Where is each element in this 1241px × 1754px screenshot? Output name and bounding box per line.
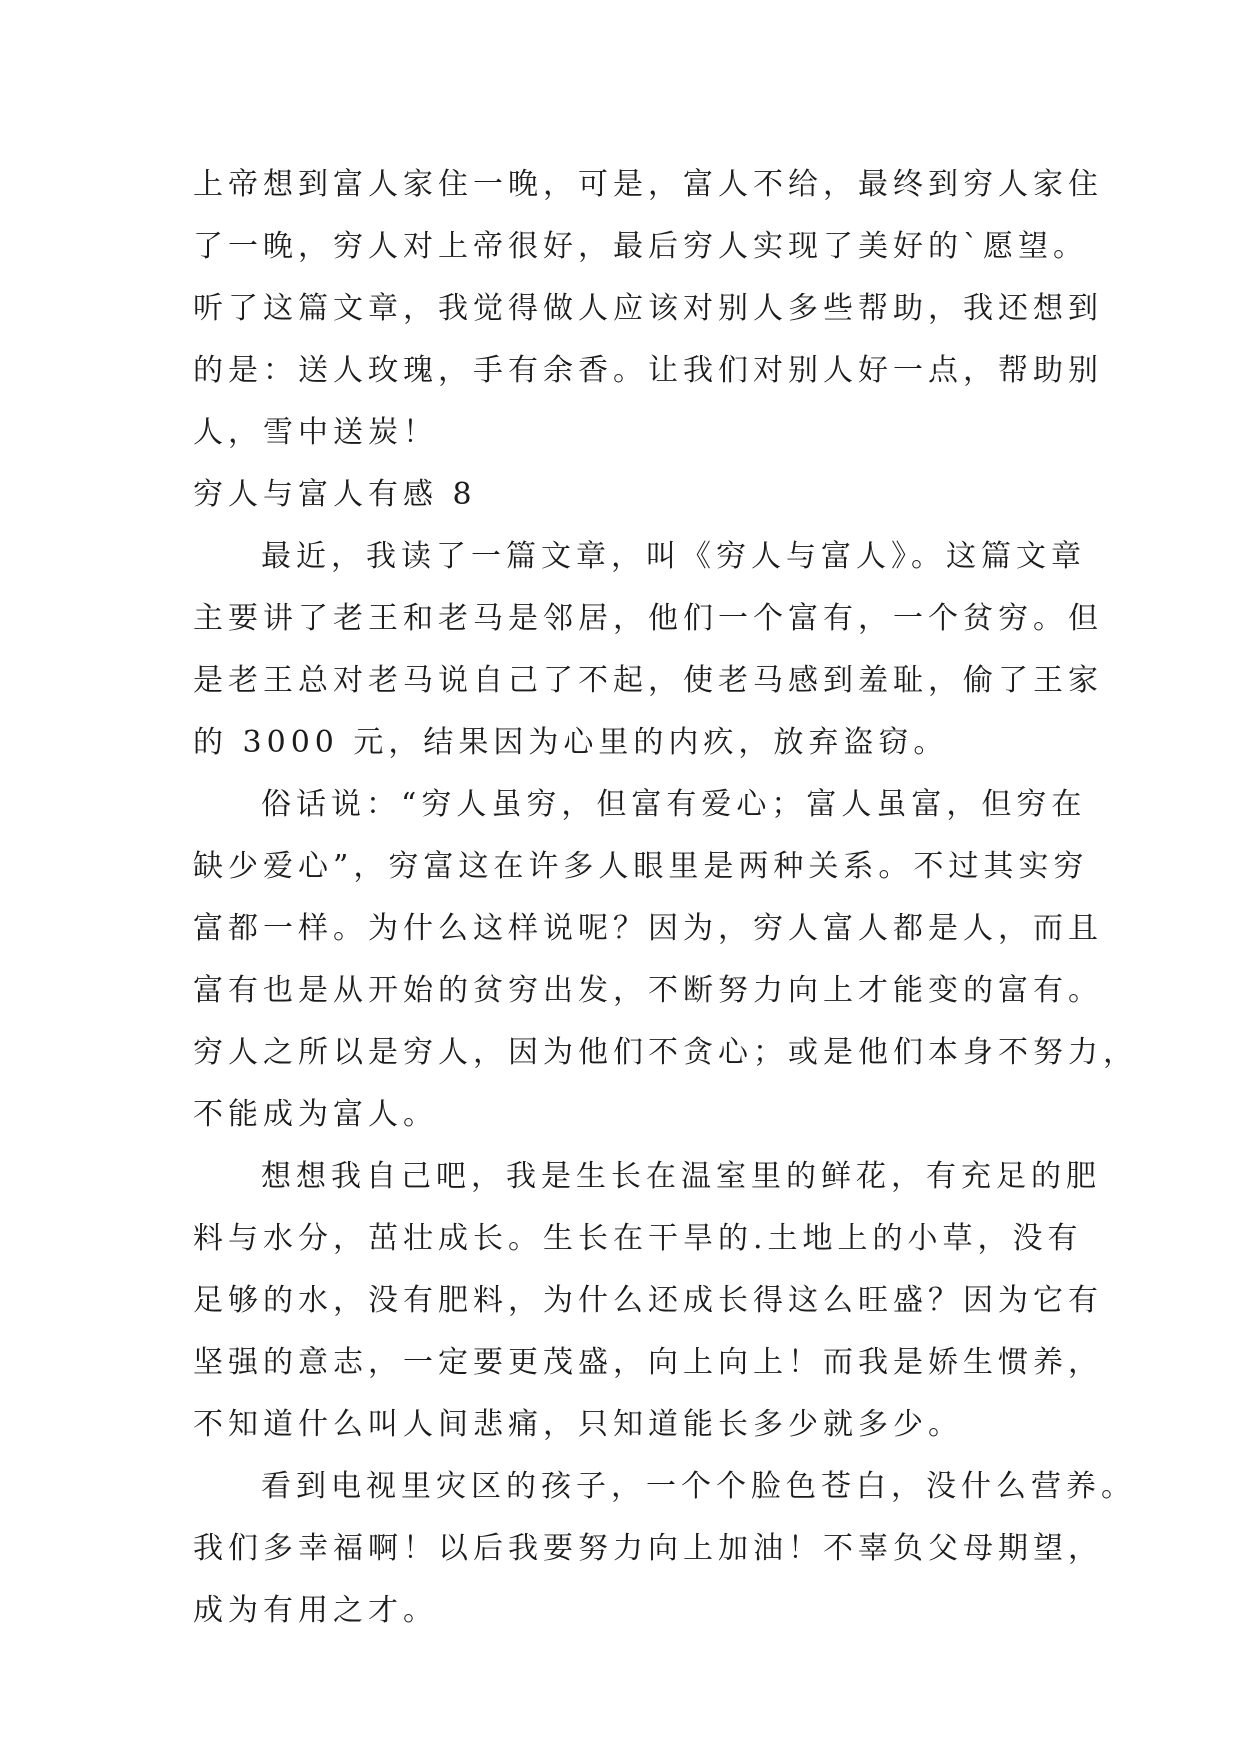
document-body [193,154,1138,1642]
text-line: 上帝想到富人家住一晚，可是，富人不给，最终到穷人家住 [193,167,1103,202]
text-line: 了一晚，穷人对上帝很好，最后穷人实现了美好的`愿望。 [193,229,1088,264]
text-line: 不知道什么叫人间悲痛，只知道能长多少就多少。 [193,1407,963,1442]
text-line: 俗话说：“穷人虽穷，但富有爱心；富人虽富，但穷在 [261,787,1087,822]
section-heading: 穷人与富人有感 8 [193,477,477,512]
text-line: 最近，我读了一篇文章，叫《穷人与富人》。这篇文章 [261,539,1086,574]
text-line: 是老王总对老马说自己了不起，使老马感到羞耻，偷了王家 [193,663,1103,698]
text-line: 坚强的意志，一定要更茂盛，向上向上！而我是娇生惯养， [193,1345,1103,1380]
text-line: 不能成为富人。 [193,1097,438,1132]
text-line: 的 3000 元，结果因为心里的内疚，放弃盗窃。 [193,725,949,760]
text-line: 的是：送人玫瑰，手有余香。让我们对别人好一点，帮助别 [193,353,1103,388]
text-line: 听了这篇文章，我觉得做人应该对别人多些帮助，我还想到 [193,291,1103,326]
text-line: 缺少爱心”，穷富这在许多人眼里是两种关系。不过其实穷 [193,849,1089,884]
text-line: 人，雪中送炭！ [193,415,438,450]
text-line: 想想我自己吧，我是生长在温室里的鲜花，有充足的肥 [261,1159,1101,1194]
text-line: 成为有用之才。 [193,1593,438,1628]
text-line: 富都一样。为什么这样说呢？因为，穷人富人都是人，而且 [193,911,1103,946]
text-line: 主要讲了老王和老马是邻居，他们一个富有，一个贫穷。但 [193,601,1103,636]
text-line: 我们多幸福啊！以后我要努力向上加油！不辜负父母期望， [193,1531,1103,1566]
text-line: 料与水分，茁壮成长。生长在干旱的.土地上的小草，没有 [193,1221,1083,1256]
text-line: 看到电视里灾区的孩子，一个个脸色苍白，没什么营养。 [261,1469,1136,1504]
text-line: 穷人之所以是穷人，因为他们不贪心；或是他们本身不努力， [193,1035,1138,1070]
text-line: 足够的水，没有肥料，为什么还成长得这么旺盛？因为它有 [193,1283,1103,1318]
text-line: 富有也是从开始的贫穷出发，不断努力向上才能变的富有。 [193,973,1103,1008]
